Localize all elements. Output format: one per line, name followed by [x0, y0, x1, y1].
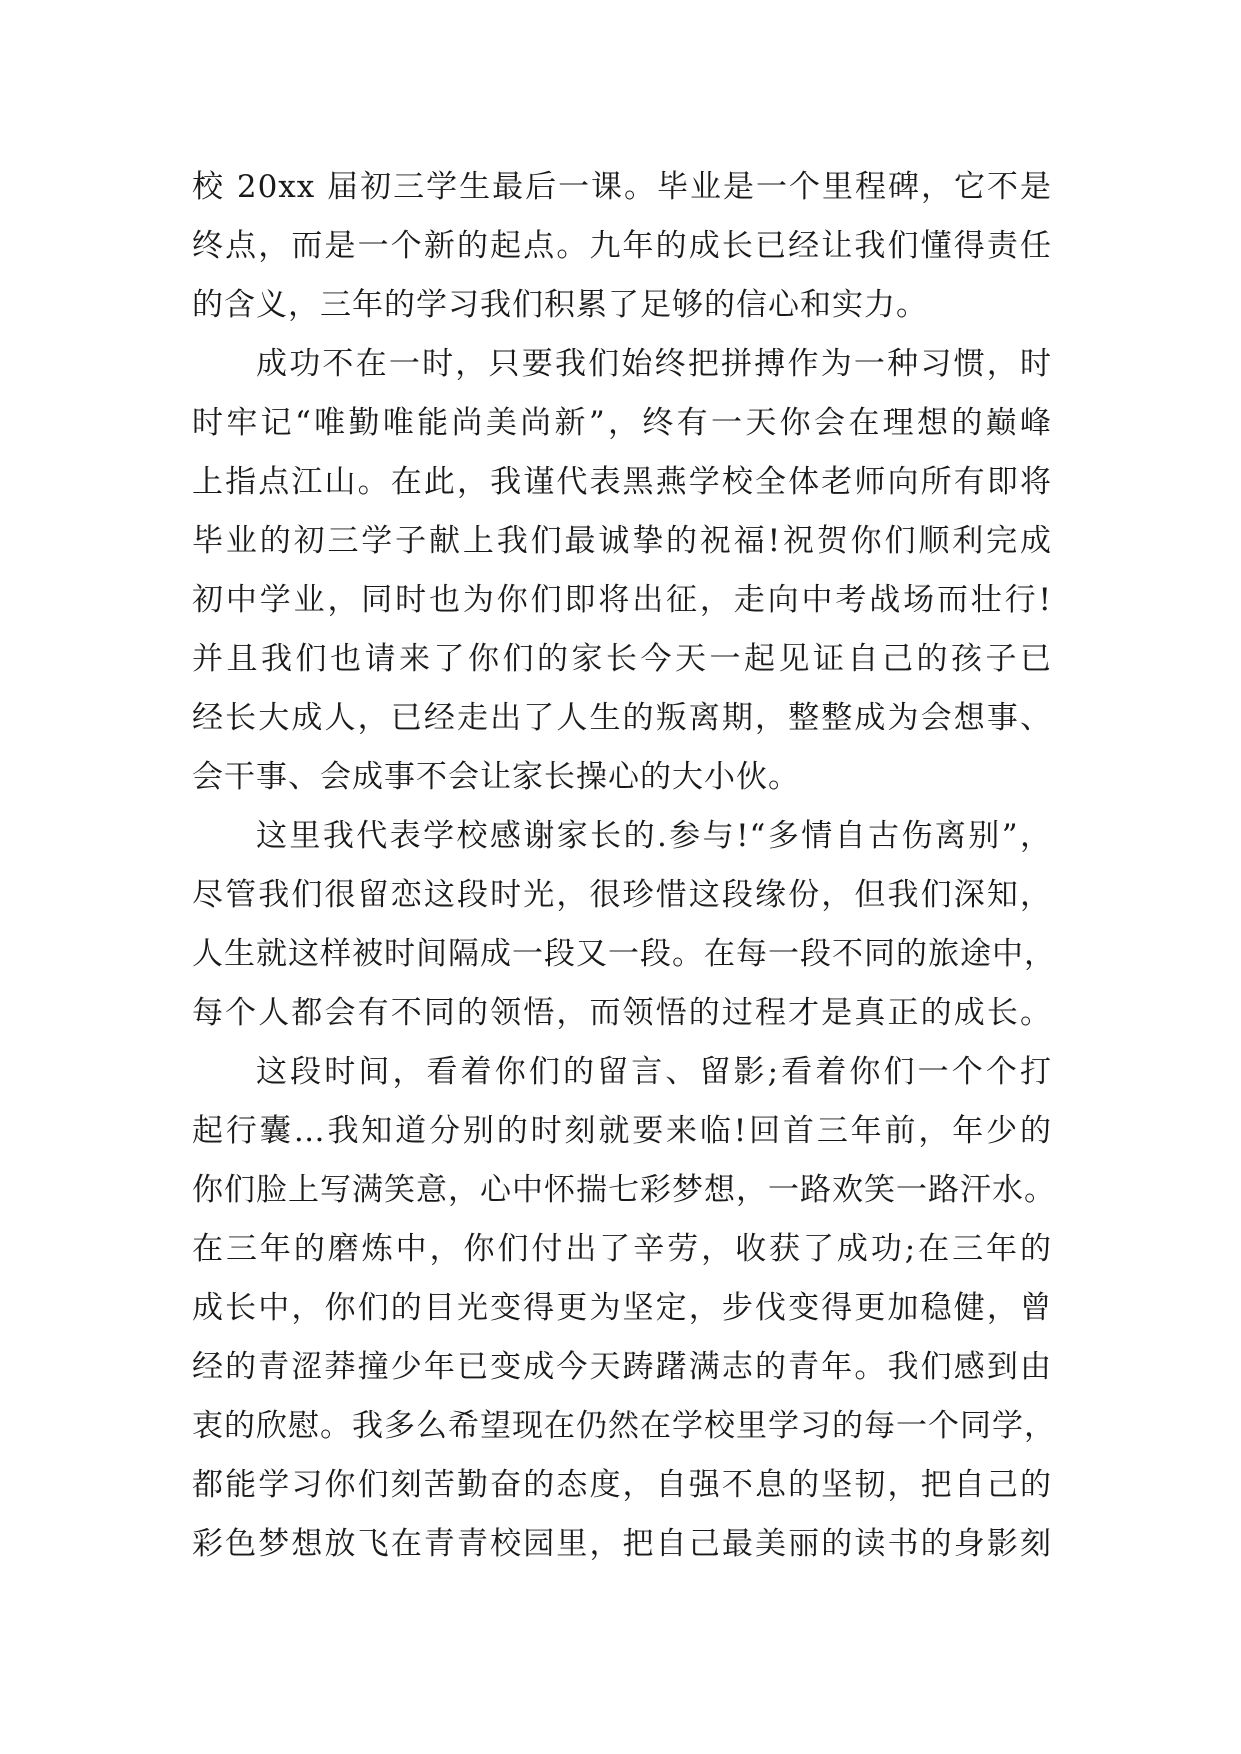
- paragraph-4-line-1: 这段时间，看着你们的留言、留影;看着你们一个个打: [256, 1054, 1052, 1090]
- document-body: [192, 158, 1056, 1574]
- paragraph-2-line-7: 经长大成人，已经走出了人生的叛离期，整整成为会想事、: [192, 700, 1052, 736]
- paragraph-3-line-2: 尽管我们很留恋这段时光，很珍惜这段缘份，但我们深知，: [192, 877, 1052, 913]
- paragraph-2-line-6: 并且我们也请来了你们的家长今天一起见证自己的孩子已: [192, 641, 1052, 677]
- paragraph-2-line-2: 时牢记“唯勤唯能尚美尚新”，终有一天你会在理想的巅峰: [192, 405, 1052, 441]
- paragraph-1-line-1: 校 20xx 届初三学生最后一课。毕业是一个里程碑，它不是: [192, 169, 1052, 205]
- paragraph-4-line-3: 你们脸上写满笑意，心中怀揣七彩梦想，一路欢笑一路汗水。: [192, 1172, 1056, 1208]
- paragraph-4-line-5: 成长中，你们的目光变得更为坚定，步伐变得更加稳健，曾: [192, 1290, 1052, 1326]
- paragraph-4-line-6: 经的青涩莽撞少年已变成今天踌躇满志的青年。我们感到由: [192, 1349, 1052, 1385]
- paragraph-3-line-1: 这里我代表学校感谢家长的.参与!“多情自古伤离别”，: [256, 818, 1052, 854]
- paragraph-1-line-3: 的含义，三年的学习我们积累了足够的信心和实力。: [192, 287, 928, 323]
- paragraph-2-line-3: 上指点江山。在此，我谨代表黑燕学校全体老师向所有即将: [192, 464, 1052, 500]
- paragraph-2-line-5: 初中学业，同时也为你们即将出征，走向中考战场而壮行!: [192, 582, 1052, 618]
- paragraph-4-line-7: 衷的欣慰。我多么希望现在仍然在学校里学习的每一个同学，: [192, 1408, 1056, 1444]
- paragraph-3-line-4: 每个人都会有不同的领悟，而领悟的过程才是真正的成长。: [192, 995, 1052, 1031]
- paragraph-4-line-8: 都能学习你们刻苦勤奋的态度，自强不息的坚韧，把自己的: [192, 1467, 1052, 1503]
- paragraph-2-line-8: 会干事、会成事不会让家长操心的大小伙。: [192, 759, 800, 795]
- paragraph-4-line-9: 彩色梦想放飞在青青校园里，把自己最美丽的读书的身影刻: [192, 1526, 1052, 1562]
- paragraph-2-line-4: 毕业的初三学子献上我们最诚挚的祝福!祝贺你们顺利完成: [192, 523, 1052, 559]
- paragraph-3-line-3: 人生就这样被时间隔成一段又一段。在每一段不同的旅途中，: [192, 936, 1056, 972]
- paragraph-4-line-2: 起行囊…我知道分别的时刻就要来临!回首三年前，年少的: [192, 1113, 1052, 1149]
- paragraph-2-line-1: 成功不在一时，只要我们始终把拼搏作为一种习惯，时: [256, 346, 1052, 382]
- paragraph-4-line-4: 在三年的磨炼中，你们付出了辛劳，收获了成功;在三年的: [192, 1231, 1052, 1267]
- paragraph-1-line-2: 终点，而是一个新的起点。九年的成长已经让我们懂得责任: [192, 228, 1052, 264]
